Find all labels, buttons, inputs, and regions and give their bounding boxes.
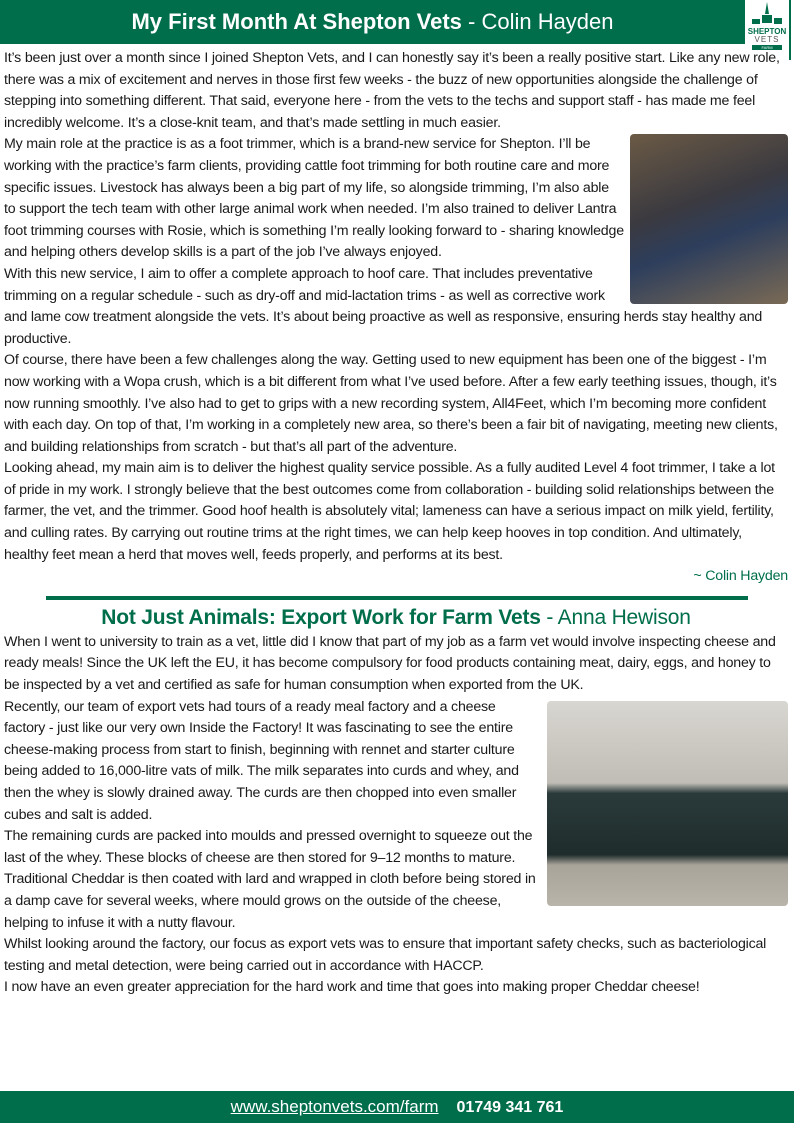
paragraph: Of course, there have been a few challenges along the way. Getting used to new equipment has been one of the biggest - I’m now working with a Wopa crush, which is a bit different from what I’ve used before. After a few early teething issues, though, it’s now running smoothly. I’ve also had to get to grips with a new recording system, All4Feet, which I’m becoming more confident with each day. On top of that, I’m working in a completely new area, so there’s been a fair bit of navigating, meeting new clients, and building relationships from scratch - but that’s all part of the adventure. — [4, 352, 778, 455]
church-cattle-icon — [750, 2, 784, 28]
paragraph: Looking ahead, my main aim is to deliver the highest quality service possible. As a fully audited Level 4 foot trimmer, I take a lot of pride in my work. I strongly believe that the best outcomes come from collaboration - building solid relationships between the farmer, the vet, and the trimmer. Good hoof health is absolutely vital; lameness can have a serious impact on milk yield, fertility, and culling rates. By carrying out routine trims at the right times, we can help keep hooves in top condition. And ultimately, healthy feet mean a herd that moves well, feeds properly, and performs at its best. — [4, 460, 775, 563]
team-factory-photo — [547, 701, 788, 906]
paragraph: It’s been just over a month since I joined Shepton Vets, and I can honestly say it’s been a really positive start. Like any new role, there was a mix of excitement and nerves in those first few weeks - the buzz of new opportunities alongside the challenge of stepping into something different. That said, everyone here - from the vets to the techs and support staff - has made me feel incredibly welcome. It’s a close-knit team, and that’s made settling in much easier. — [4, 50, 780, 131]
paragraph: My main role at the practice is as a foot trimmer, which is a brand-new service for Shepton. I’ll be working with the practice’s farm clients, providing cattle foot trimming for both routine care and more specific issues. Livestock has always been a big part of my life, so alongside trimming, I’m also able to support the tech team with other large animal work when needed. I’m also trained to deliver Lantra foot trimming courses with Rosie, which is something I’m really looking forward to - sharing knowledge and helping others develop skills is a part of the job I’ve always enjoyed. — [4, 136, 624, 261]
logo-text: FARM — [752, 45, 782, 50]
section-author: - Anna Hewison — [540, 605, 691, 629]
section-title: Not Just Animals: Export Work for Farm Vets — [101, 605, 541, 629]
website-link[interactable]: www.sheptonvets.com/farm — [230, 1097, 439, 1116]
paragraph: Recently, our team of export vets had tours of a ready meal factory and a cheese factory - just like our very own Inside the Factory! It was fascinating to see the entire cheese-making process from start to finish, beginning with rennet and starter culture being added to 16,000-litre vats of milk. The milk separates into curds and whey, and then the whey is slowly drained away. The curds are then chopped into even smaller cubes and salt is added. — [4, 698, 519, 823]
phone-number: 01749 341 761 — [456, 1099, 564, 1116]
section-divider — [46, 596, 748, 600]
logo-text: VETS — [754, 35, 780, 44]
article-author: - Colin Hayden — [461, 9, 614, 34]
paragraph: With this new service, I aim to offer a complete approach to hoof care. That includes preventative trimming on a regular schedule - such as dry-off and mid-lactation trims - as well as corrective work and lame cow treatment alongside the vets. It’s about being proactive as well as responsive, ensuring herds stay healthy and productive. — [4, 265, 763, 347]
paragraph: I now have an even greater appreciation for the hard work and time that goes into making proper Cheddar cheese! — [4, 979, 700, 996]
section-heading — [4, 604, 788, 632]
page-header — [0, 0, 745, 44]
paragraph: The remaining curds are packed into moulds and pressed overnight to squeeze out the last of the whey. These blocks of cheese are then stored for 9–12 months to mature. Traditional Cheddar is then coated with lard and wrapped in cloth before being stored in a damp cave for several weeks, where mould grows on the outside of the cheese, helping to infuse it with a nutty flavour. — [4, 828, 536, 931]
logo-text: SHEPTON — [747, 27, 787, 36]
paragraph: When I went to university to train as a vet, little did I know that part of my job as a farm vet would involve inspecting cheese and ready meals! Since the UK left the EU, it has become compulsory for food products containing meat, dairy, eggs, and honey to be inspected by a vet and certified as safe for human consumption when exported from the UK. — [4, 633, 776, 694]
foot-trimming-photo — [630, 134, 788, 304]
footer — [0, 1091, 794, 1123]
article-title: My First Month At Shepton Vets — [131, 9, 462, 34]
paragraph: Whilst looking around the factory, our focus as export vets was to ensure that important safety checks, such as bacteriological testing and metal detection, were being carried out in accordance with HACCP. — [4, 936, 767, 974]
signature: ~ Colin Hayden — [693, 568, 788, 585]
newsletter-body — [4, 48, 788, 999]
